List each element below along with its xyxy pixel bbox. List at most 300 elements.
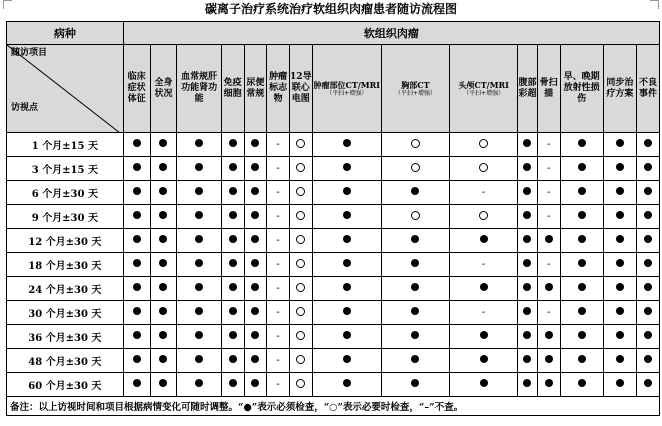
table-cell bbox=[603, 157, 636, 181]
visit-point-label: 3 个月±15 天 bbox=[7, 157, 124, 181]
required-mark bbox=[133, 259, 141, 267]
table-cell bbox=[636, 205, 659, 229]
required-mark bbox=[343, 355, 351, 363]
table-cell bbox=[312, 277, 381, 301]
not-checked-mark: - bbox=[276, 283, 280, 294]
required-mark bbox=[159, 187, 167, 195]
table-cell bbox=[289, 301, 312, 325]
column-header bbox=[177, 45, 221, 133]
table-cell bbox=[289, 157, 312, 181]
table-cell bbox=[177, 373, 221, 397]
required-mark bbox=[644, 355, 652, 363]
required-mark bbox=[251, 379, 259, 387]
table-cell bbox=[560, 181, 603, 205]
table-cell bbox=[450, 181, 518, 205]
table-cell bbox=[603, 301, 636, 325]
required-mark bbox=[578, 331, 586, 339]
table-cell bbox=[244, 253, 267, 277]
table-cell bbox=[450, 253, 518, 277]
table-cell bbox=[560, 133, 603, 157]
optional-mark bbox=[296, 331, 305, 340]
required-mark bbox=[644, 379, 652, 387]
column-header-label: 血常规肝功能肾功能 bbox=[181, 72, 218, 104]
table-row bbox=[7, 229, 660, 253]
visit-point-label: 1 个月±15 天 bbox=[7, 133, 124, 157]
required-mark bbox=[644, 139, 652, 147]
not-checked-mark: - bbox=[546, 211, 551, 222]
column-header bbox=[123, 45, 150, 133]
required-mark bbox=[523, 211, 531, 219]
table-cell bbox=[267, 301, 290, 325]
table-cell bbox=[381, 349, 449, 373]
required-mark bbox=[616, 379, 624, 387]
required-mark bbox=[578, 283, 586, 291]
table-cell bbox=[518, 325, 538, 349]
required-mark bbox=[343, 283, 351, 291]
visit-point-label: 6 个月±30 天 bbox=[7, 181, 124, 205]
table-cell bbox=[289, 373, 312, 397]
table-cell bbox=[267, 349, 290, 373]
column-header-label: 12导联心电图 bbox=[290, 72, 312, 104]
table-cell bbox=[177, 325, 221, 349]
visit-point-label: 18 个月±30 天 bbox=[7, 253, 124, 277]
column-header bbox=[289, 45, 312, 133]
required-mark bbox=[195, 211, 203, 219]
table-cell bbox=[636, 253, 659, 277]
table-cell bbox=[267, 253, 290, 277]
required-mark bbox=[229, 211, 237, 219]
table-cell bbox=[518, 205, 538, 229]
table-cell bbox=[537, 253, 560, 277]
table-cell bbox=[312, 157, 381, 181]
table-cell bbox=[267, 181, 290, 205]
required-mark bbox=[195, 235, 203, 243]
required-mark bbox=[195, 259, 203, 267]
not-checked-mark: - bbox=[546, 139, 551, 150]
column-header bbox=[450, 45, 518, 133]
required-mark bbox=[616, 331, 624, 339]
visit-point-label: 30 个月±30 天 bbox=[7, 301, 124, 325]
table-cell bbox=[244, 133, 267, 157]
table-cell bbox=[450, 133, 518, 157]
table-note: 备注：以上访视时间和项目根据病情变化可随时调整。“●”表示必须检查，“○”表示必要时检查，“–”不查。 bbox=[7, 397, 660, 416]
required-mark bbox=[133, 235, 141, 243]
table-cell bbox=[221, 229, 244, 253]
required-mark bbox=[251, 211, 259, 219]
column-header-label: 尿便常规 bbox=[246, 77, 265, 99]
required-mark bbox=[644, 211, 652, 219]
table-cell bbox=[177, 301, 221, 325]
table-cell bbox=[381, 301, 449, 325]
table-cell bbox=[267, 325, 290, 349]
visit-point-label: 12 个月±30 天 bbox=[7, 229, 124, 253]
required-mark bbox=[159, 235, 167, 243]
required-mark bbox=[229, 283, 237, 291]
column-header-label: 肿瘤标志物 bbox=[269, 72, 288, 104]
table-cell bbox=[537, 301, 560, 325]
required-mark bbox=[133, 283, 141, 291]
table-cell bbox=[560, 205, 603, 229]
table-cell bbox=[537, 373, 560, 397]
table-row bbox=[7, 349, 660, 373]
required-mark bbox=[251, 331, 259, 339]
table-cell bbox=[221, 253, 244, 277]
required-mark bbox=[343, 379, 351, 387]
required-mark bbox=[159, 379, 167, 387]
table-cell bbox=[636, 325, 659, 349]
required-mark bbox=[523, 283, 531, 291]
optional-mark bbox=[296, 211, 305, 220]
required-mark bbox=[159, 211, 167, 219]
table-cell bbox=[537, 181, 560, 205]
table-cell bbox=[289, 205, 312, 229]
table-row bbox=[7, 325, 660, 349]
table-cell bbox=[450, 277, 518, 301]
not-checked-mark: - bbox=[276, 379, 280, 390]
table-cell bbox=[537, 349, 560, 373]
table-cell bbox=[267, 157, 290, 181]
not-checked-mark: - bbox=[276, 163, 280, 174]
optional-mark bbox=[296, 307, 305, 316]
column-header-label: 临床症状体征 bbox=[127, 72, 146, 104]
not-checked-mark: - bbox=[481, 259, 486, 270]
table-cell bbox=[244, 277, 267, 301]
table-cell bbox=[150, 349, 177, 373]
required-mark bbox=[195, 331, 203, 339]
table-cell bbox=[312, 349, 381, 373]
table-cell bbox=[636, 373, 659, 397]
required-mark bbox=[229, 187, 237, 195]
required-mark bbox=[578, 355, 586, 363]
required-mark bbox=[133, 307, 141, 315]
required-mark bbox=[523, 235, 531, 243]
required-mark bbox=[133, 379, 141, 387]
optional-mark bbox=[479, 139, 488, 148]
table-row bbox=[7, 157, 660, 181]
table-cell bbox=[312, 181, 381, 205]
table-cell bbox=[312, 133, 381, 157]
table-cell bbox=[177, 253, 221, 277]
table-cell bbox=[123, 229, 150, 253]
required-mark bbox=[133, 187, 141, 195]
table-cell bbox=[518, 349, 538, 373]
required-mark bbox=[133, 355, 141, 363]
required-mark bbox=[578, 139, 586, 147]
table-cell bbox=[381, 181, 449, 205]
table-cell bbox=[636, 349, 659, 373]
optional-mark bbox=[296, 379, 305, 388]
required-mark bbox=[616, 283, 624, 291]
not-checked-mark: - bbox=[276, 307, 280, 318]
required-mark bbox=[616, 163, 624, 171]
optional-mark bbox=[296, 235, 305, 244]
corner-header bbox=[7, 45, 124, 133]
table-cell bbox=[518, 133, 538, 157]
table-cell bbox=[603, 325, 636, 349]
corner-bottom-label: 访视点 bbox=[11, 103, 39, 113]
table-cell bbox=[537, 325, 560, 349]
required-mark bbox=[133, 211, 141, 219]
table-cell bbox=[221, 133, 244, 157]
column-header-label: 早、晚期放射性损伤 bbox=[563, 72, 600, 104]
optional-mark bbox=[411, 211, 420, 220]
required-mark bbox=[229, 331, 237, 339]
column-header bbox=[518, 45, 538, 133]
table-cell bbox=[381, 205, 449, 229]
required-mark bbox=[343, 259, 351, 267]
not-checked-mark: - bbox=[276, 259, 280, 270]
required-mark bbox=[411, 355, 419, 363]
required-mark bbox=[195, 283, 203, 291]
optional-mark bbox=[296, 283, 305, 292]
required-mark bbox=[411, 307, 419, 315]
table-cell bbox=[221, 301, 244, 325]
required-mark bbox=[343, 211, 351, 219]
required-mark bbox=[251, 139, 259, 147]
table-cell bbox=[636, 277, 659, 301]
not-checked-mark: - bbox=[276, 211, 280, 222]
required-mark bbox=[616, 187, 624, 195]
table-cell bbox=[289, 229, 312, 253]
table-cell bbox=[518, 253, 538, 277]
column-header bbox=[244, 45, 267, 133]
table-cell bbox=[267, 373, 290, 397]
table-cell bbox=[636, 157, 659, 181]
required-mark bbox=[523, 307, 531, 315]
required-mark bbox=[159, 163, 167, 171]
corner-top-label: 随访项目 bbox=[11, 48, 48, 58]
required-mark bbox=[480, 283, 488, 291]
table-cell bbox=[450, 325, 518, 349]
not-checked-mark: - bbox=[276, 187, 280, 198]
required-mark bbox=[578, 187, 586, 195]
required-mark bbox=[411, 235, 419, 243]
table-cell bbox=[518, 301, 538, 325]
table-cell bbox=[244, 229, 267, 253]
required-mark bbox=[229, 163, 237, 171]
column-header bbox=[381, 45, 449, 133]
table-cell bbox=[560, 157, 603, 181]
required-mark bbox=[616, 355, 624, 363]
table-cell bbox=[221, 181, 244, 205]
required-mark bbox=[523, 259, 531, 267]
required-mark bbox=[159, 283, 167, 291]
table-cell bbox=[221, 373, 244, 397]
table-cell bbox=[312, 253, 381, 277]
required-mark bbox=[195, 139, 203, 147]
followup-table bbox=[6, 21, 660, 416]
table-cell bbox=[560, 229, 603, 253]
table-cell bbox=[123, 205, 150, 229]
column-header-label: 不良事件 bbox=[638, 77, 657, 99]
table-cell bbox=[177, 205, 221, 229]
not-checked-mark: - bbox=[546, 163, 551, 174]
table-cell bbox=[177, 133, 221, 157]
table-cell bbox=[381, 277, 449, 301]
required-mark bbox=[545, 235, 553, 243]
table-cell bbox=[381, 229, 449, 253]
table-cell bbox=[537, 133, 560, 157]
required-mark bbox=[616, 211, 624, 219]
table-cell bbox=[267, 229, 290, 253]
required-mark bbox=[195, 355, 203, 363]
table-cell bbox=[150, 205, 177, 229]
table-cell bbox=[244, 373, 267, 397]
table-cell bbox=[518, 277, 538, 301]
not-checked-mark: - bbox=[546, 187, 551, 198]
required-mark bbox=[411, 259, 419, 267]
table-cell bbox=[221, 157, 244, 181]
required-mark bbox=[229, 355, 237, 363]
required-mark bbox=[578, 307, 586, 315]
column-header bbox=[636, 45, 659, 133]
visit-point-label: 48 个月±30 天 bbox=[7, 349, 124, 373]
required-mark bbox=[616, 259, 624, 267]
required-mark bbox=[545, 331, 553, 339]
table-cell bbox=[289, 349, 312, 373]
table-cell bbox=[123, 349, 150, 373]
column-header bbox=[560, 45, 603, 133]
column-header-label: 肿瘤部位CT/MRI bbox=[313, 79, 381, 90]
required-mark bbox=[195, 379, 203, 387]
column-header bbox=[603, 45, 636, 133]
table-cell bbox=[289, 253, 312, 277]
column-header bbox=[537, 45, 560, 133]
table-cell bbox=[537, 277, 560, 301]
visit-point-label: 9 个月±30 天 bbox=[7, 205, 124, 229]
column-header bbox=[312, 45, 381, 133]
table-cell bbox=[381, 373, 449, 397]
table-cell bbox=[603, 373, 636, 397]
required-mark bbox=[578, 235, 586, 243]
table-cell bbox=[244, 301, 267, 325]
table-row bbox=[7, 253, 660, 277]
disease-label: 病种 bbox=[7, 22, 124, 45]
table-cell bbox=[150, 277, 177, 301]
not-checked-mark: - bbox=[276, 355, 280, 366]
table-cell bbox=[150, 229, 177, 253]
column-header bbox=[150, 45, 177, 133]
table-cell bbox=[636, 229, 659, 253]
table-cell bbox=[450, 157, 518, 181]
table-cell bbox=[123, 301, 150, 325]
table-cell bbox=[244, 205, 267, 229]
table-cell bbox=[312, 205, 381, 229]
table-cell bbox=[289, 133, 312, 157]
table-cell bbox=[450, 301, 518, 325]
table-cell bbox=[244, 157, 267, 181]
required-mark bbox=[644, 163, 652, 171]
column-header-sub: （平扫+增强） bbox=[326, 89, 368, 97]
not-checked-mark: - bbox=[481, 187, 486, 198]
required-mark bbox=[411, 283, 419, 291]
table-row bbox=[7, 205, 660, 229]
required-mark bbox=[523, 379, 531, 387]
table-cell bbox=[244, 325, 267, 349]
column-header-label: 同步治疗方案 bbox=[606, 77, 634, 99]
required-mark bbox=[251, 307, 259, 315]
table-cell bbox=[312, 229, 381, 253]
required-mark bbox=[229, 379, 237, 387]
column-header-label: 免疫细胞 bbox=[223, 77, 242, 99]
table-cell bbox=[244, 181, 267, 205]
table-cell bbox=[177, 157, 221, 181]
required-mark bbox=[159, 259, 167, 267]
column-header-label: 骨扫描 bbox=[539, 77, 558, 99]
table-cell bbox=[560, 325, 603, 349]
table-cell bbox=[289, 325, 312, 349]
table-row bbox=[7, 181, 660, 205]
required-mark bbox=[523, 187, 531, 195]
required-mark bbox=[343, 163, 351, 171]
table-row bbox=[7, 301, 660, 325]
not-checked-mark: - bbox=[276, 331, 280, 342]
required-mark bbox=[343, 307, 351, 315]
required-mark bbox=[229, 259, 237, 267]
column-header-sub: （平扫+增强） bbox=[394, 89, 436, 97]
table-cell bbox=[312, 325, 381, 349]
required-mark bbox=[343, 235, 351, 243]
required-mark bbox=[251, 163, 259, 171]
visit-point-label: 36 个月±30 天 bbox=[7, 325, 124, 349]
required-mark bbox=[411, 379, 419, 387]
required-mark bbox=[523, 355, 531, 363]
required-mark bbox=[251, 259, 259, 267]
column-header-label: 头颅CT/MRI bbox=[458, 79, 509, 90]
required-mark bbox=[578, 163, 586, 171]
table-cell bbox=[123, 133, 150, 157]
disease-value: 软组织肉瘤 bbox=[123, 22, 659, 45]
optional-mark bbox=[296, 139, 305, 148]
table-cell bbox=[537, 229, 560, 253]
optional-mark bbox=[296, 187, 305, 196]
table-cell bbox=[603, 277, 636, 301]
table-cell bbox=[221, 277, 244, 301]
table-cell bbox=[267, 277, 290, 301]
column-header-label: 腹部彩超 bbox=[518, 77, 537, 99]
table-cell bbox=[381, 157, 449, 181]
not-checked-mark: - bbox=[481, 307, 486, 318]
table-cell bbox=[560, 253, 603, 277]
required-mark bbox=[616, 307, 624, 315]
table-cell bbox=[177, 349, 221, 373]
required-mark bbox=[578, 211, 586, 219]
table-cell bbox=[221, 205, 244, 229]
optional-mark bbox=[479, 211, 488, 220]
required-mark bbox=[195, 307, 203, 315]
table-cell bbox=[636, 133, 659, 157]
required-mark bbox=[343, 139, 351, 147]
table-cell bbox=[560, 277, 603, 301]
column-header-label: 全身状况 bbox=[154, 77, 173, 99]
table-cell bbox=[636, 301, 659, 325]
table-cell bbox=[150, 133, 177, 157]
required-mark bbox=[251, 283, 259, 291]
table-cell bbox=[537, 205, 560, 229]
required-mark bbox=[578, 379, 586, 387]
table-cell bbox=[537, 157, 560, 181]
table-cell bbox=[150, 181, 177, 205]
table-cell bbox=[636, 181, 659, 205]
table-cell bbox=[150, 373, 177, 397]
column-header-label: 胸部CT bbox=[401, 79, 430, 90]
column-header bbox=[267, 45, 290, 133]
required-mark bbox=[133, 139, 141, 147]
table-cell bbox=[381, 133, 449, 157]
table-cell bbox=[221, 349, 244, 373]
required-mark bbox=[251, 355, 259, 363]
required-mark bbox=[251, 235, 259, 243]
